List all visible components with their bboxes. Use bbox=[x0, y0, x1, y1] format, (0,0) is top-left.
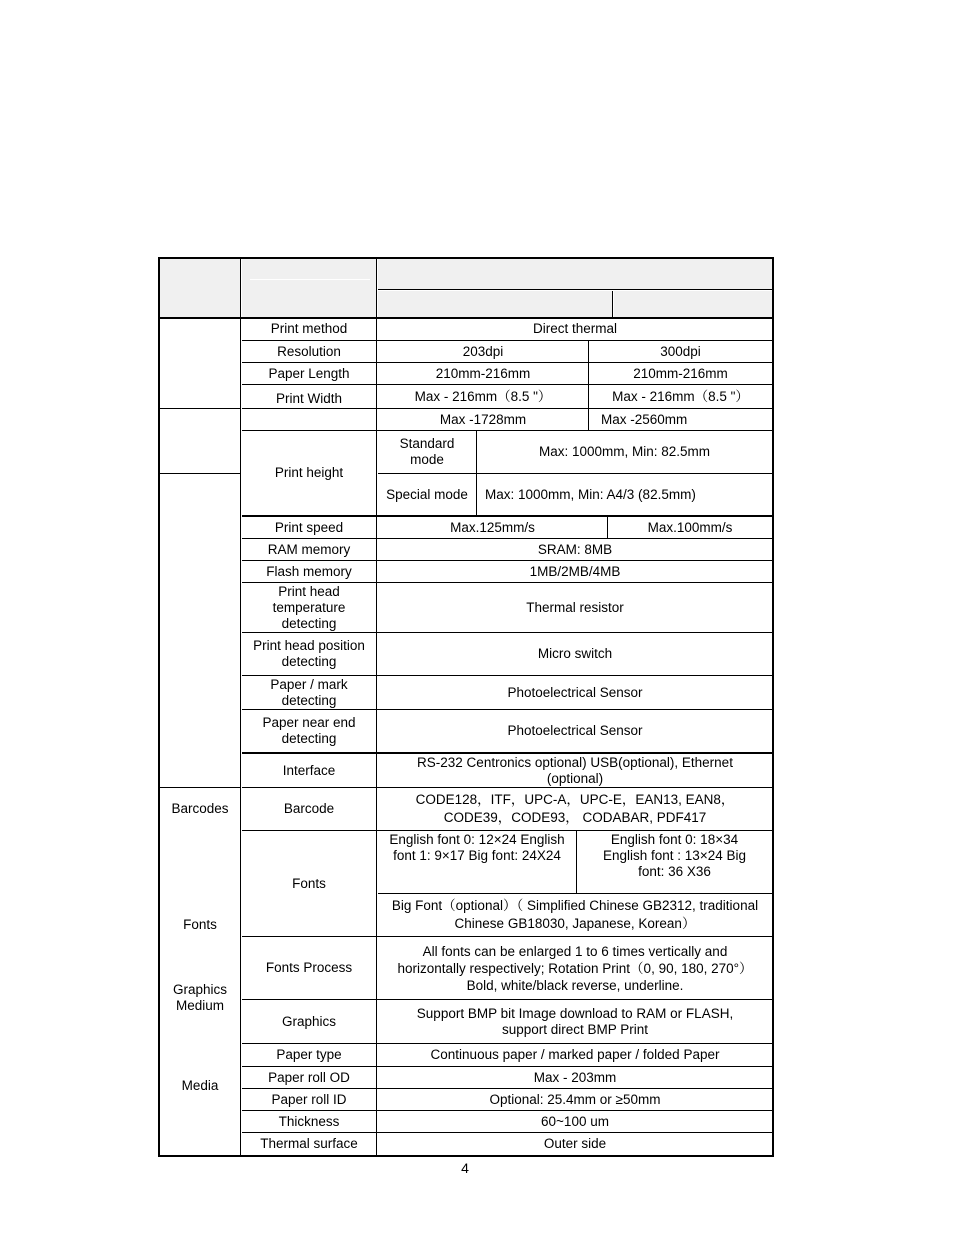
value-print-speed-b: Max.100mm/s bbox=[647, 519, 733, 535]
value-print-width-a: Max - 216mm（8.5 "） bbox=[414, 388, 552, 404]
label-barcode: Barcode bbox=[283, 801, 335, 816]
label-paper-mark: Paper / mark detecting bbox=[270, 676, 348, 708]
value-thermal-surface: Outer side bbox=[543, 1136, 607, 1151]
value-paper-type: Continuous paper / marked paper / folded Paper bbox=[430, 1047, 720, 1062]
value-print-method: Direct thermal bbox=[532, 321, 618, 336]
label-interface: Interface bbox=[282, 762, 336, 778]
value-interface: RS-232 Centronics optional) USB(optional), Ethernet (optional) bbox=[417, 754, 733, 786]
label-flash: Flash memory bbox=[266, 563, 352, 579]
value-paper-mark: Photoelectrical Sensor bbox=[507, 684, 643, 700]
label-paper-near-end: Paper near end detecting bbox=[262, 715, 356, 746]
value-max-length-b: Max -2560mm bbox=[601, 411, 688, 427]
value-paper-od: Max - 203mm bbox=[533, 1069, 617, 1085]
label-paper-type: Paper type bbox=[276, 1047, 342, 1062]
value-fonts-a: English font 0: 12×24 English font 1: 9×17 Big font: 24X24 bbox=[389, 832, 565, 863]
label-thermal-surface: Thermal surface bbox=[260, 1136, 358, 1151]
value-standard-mode: Max: 1000mm, Min: 82.5mm bbox=[538, 444, 711, 459]
value-head-pos: Micro switch bbox=[537, 646, 613, 661]
group-barcodes: Barcodes bbox=[171, 801, 229, 816]
value-fonts-b: English font 0: 18×34 English font : 13×24 Big font: 36 X36 bbox=[603, 832, 746, 879]
label-head-pos: Print head position detecting bbox=[253, 638, 365, 669]
value-fonts-process: All fonts can be enlarged 1 to 6 times vertically and horizontally respectively; Rotation Print（0, 90, 180, 270°） Bold, white/black reverse, underline. bbox=[397, 943, 753, 993]
value-paper-length-b: 210mm-216mm bbox=[633, 365, 728, 381]
group-fonts: Fonts bbox=[183, 917, 217, 932]
label-print-speed: Print speed bbox=[274, 519, 344, 535]
value-paper-near-end: Photoelectrical Sensor bbox=[507, 723, 643, 738]
value-resolution-a: 203dpi bbox=[462, 343, 504, 359]
label-max-length bbox=[242, 409, 376, 430]
page-number: 4 bbox=[461, 1160, 469, 1176]
label-fonts: Fonts bbox=[292, 875, 326, 891]
value-paper-length-a: 210mm-216mm bbox=[435, 365, 531, 381]
label-graphics: Graphics bbox=[281, 1013, 337, 1029]
group-graphics-medium: Graphics Medium bbox=[172, 982, 228, 1013]
group-media: Media bbox=[181, 1078, 219, 1093]
value-print-speed-a: Max.125mm/s bbox=[450, 519, 535, 535]
label-print-width: Print Width bbox=[275, 390, 343, 406]
label-paper-length: Paper Length bbox=[268, 365, 350, 381]
label-thickness: Thickness bbox=[278, 1113, 340, 1129]
value-thickness: 60~100 um bbox=[541, 1113, 609, 1129]
label-fonts-process: Fonts Process bbox=[265, 960, 353, 975]
label-paper-id: Paper roll ID bbox=[271, 1091, 347, 1107]
value-flash: 1MB/2MB/4MB bbox=[529, 563, 621, 579]
value-paper-id: Optional: 25.4mm or ≥50mm bbox=[489, 1091, 661, 1107]
label-ram: RAM memory bbox=[267, 541, 351, 557]
label-print-height: Print height bbox=[274, 465, 344, 480]
label-paper-od: Paper roll OD bbox=[268, 1069, 350, 1085]
label-special-mode: Special mode bbox=[386, 486, 468, 502]
label-resolution: Resolution bbox=[277, 343, 341, 359]
value-max-length-a: Max -1728mm bbox=[439, 411, 527, 427]
value-ram: SRAM: 8MB bbox=[537, 541, 613, 557]
value-special-mode: Max: 1000mm, Min: A4/3 (82.5mm) bbox=[485, 486, 696, 502]
label-head-temp: Print head temperature detecting bbox=[272, 583, 346, 631]
value-resolution-b: 300dpi bbox=[660, 343, 701, 359]
value-graphics: Support BMP bit Image download to RAM or FLASH, support direct BMP Print bbox=[416, 1005, 734, 1037]
value-barcode: CODE128，ITF，UPC-A，UPC-E，EAN13, EAN8，CODE39，CODE93， CODABAR, PDF417 bbox=[415, 792, 735, 825]
label-print-method: Print method bbox=[270, 321, 348, 336]
value-head-temp: Thermal resistor bbox=[526, 599, 624, 615]
label-standard-mode: Standard mode bbox=[399, 436, 455, 467]
value-print-width-b: Max - 216mm（8.5 "） bbox=[612, 388, 749, 404]
value-fonts-big: Big Font（optional）（ Simplified Chinese GB2312, traditional Chinese GB18030, Japanese, Korean） bbox=[391, 898, 759, 931]
